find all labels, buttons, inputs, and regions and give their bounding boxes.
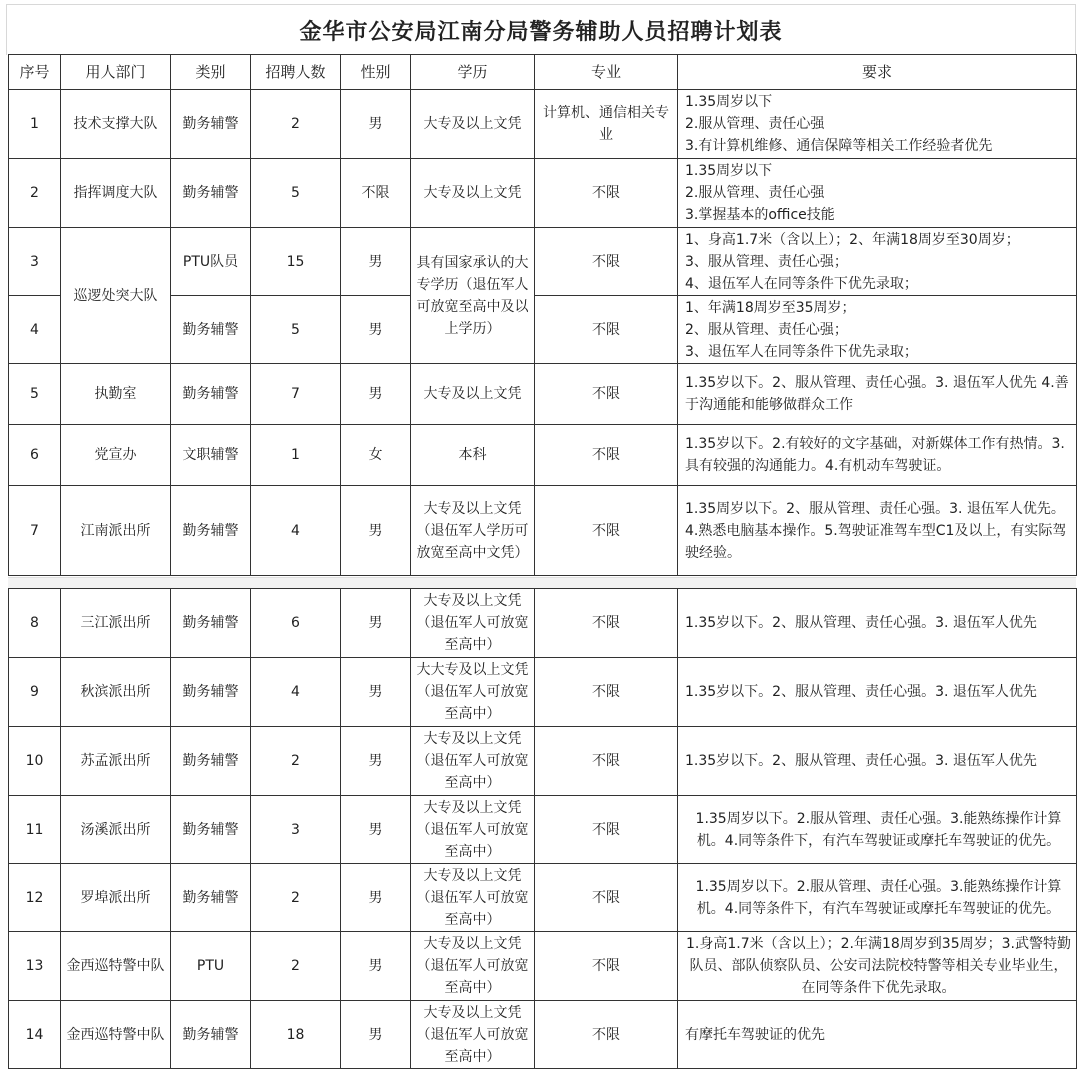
cell-no: 13 <box>9 932 61 1001</box>
cell-no: 9 <box>9 658 61 727</box>
table-row <box>9 727 1077 796</box>
table-row <box>9 658 1077 727</box>
cell-gender: 男 <box>341 796 411 864</box>
cell-req: 1、身高1.7米（含以上）；2、年满18周岁至30周岁； 3、服从管理、责任心强； 4、退伍军人在同等条件下优先录取； <box>678 228 1077 296</box>
cell-major: 不限 <box>535 589 678 658</box>
cell-gender: 女 <box>341 425 411 486</box>
cell-count: 5 <box>251 296 341 364</box>
cell-gender: 不限 <box>341 159 411 228</box>
header-req: 要求 <box>678 55 1077 90</box>
table-row <box>9 932 1077 1001</box>
cell-dept: 指挥调度大队 <box>61 159 171 228</box>
cell-count: 3 <box>251 796 341 864</box>
cell-edu: 具有国家承认的大专学历（退伍军人可放宽至高中及以上学历） <box>411 228 535 364</box>
cell-gender: 男 <box>341 364 411 425</box>
cell-edu: 大专及以上文凭 <box>411 364 535 425</box>
cell-req: 1.35岁以下。2、服从管理、责任心强。3. 退伍军人优先 <box>678 589 1077 658</box>
cell-req: 1.35周岁以下。2.服从管理、责任心强。3.能熟练操作计算机。4.同等条件下，有汽车驾驶证或摩托车驾驶证的优先。 <box>678 864 1077 932</box>
cell-gender: 男 <box>341 589 411 658</box>
cell-req: 1.35岁以下。2、服从管理、责任心强。3. 退伍军人优先 4.善于沟通能和能够做群众工作 <box>678 364 1077 425</box>
header-row <box>9 55 1077 90</box>
cell-count: 2 <box>251 90 341 159</box>
cell-count: 18 <box>251 1001 341 1069</box>
cell-edu: 大专及以上文凭（退伍军人可放宽至高中） <box>411 864 535 932</box>
cell-edu: 大专及以上文凭 <box>411 90 535 159</box>
cell-dept: 金西巡特警中队 <box>61 932 171 1001</box>
header-major: 专业 <box>535 55 678 90</box>
cell-dept: 江南派出所 <box>61 486 171 576</box>
cell-type: PTU队员 <box>171 228 251 296</box>
recruitment-table-part1 <box>8 54 1077 576</box>
table-row <box>9 90 1077 159</box>
cell-req: 有摩托车驾驶证的优先 <box>678 1001 1077 1069</box>
cell-dept: 执勤室 <box>61 364 171 425</box>
cell-no: 3 <box>9 228 61 296</box>
table-row <box>9 228 1077 296</box>
header-type: 类别 <box>171 55 251 90</box>
cell-dept: 巡逻处突大队 <box>61 228 171 364</box>
cell-major: 不限 <box>535 296 678 364</box>
cell-edu: 本科 <box>411 425 535 486</box>
cell-gender: 男 <box>341 658 411 727</box>
cell-type: 勤务辅警 <box>171 159 251 228</box>
cell-major: 不限 <box>535 228 678 296</box>
cell-major: 不限 <box>535 932 678 1001</box>
cell-count: 2 <box>251 727 341 796</box>
cell-type: 勤务辅警 <box>171 796 251 864</box>
cell-req: 1.35岁以下。2、服从管理、责任心强。3. 退伍军人优先 <box>678 727 1077 796</box>
cell-count: 1 <box>251 425 341 486</box>
cell-no: 10 <box>9 727 61 796</box>
cell-type: 文职辅警 <box>171 425 251 486</box>
table-row <box>9 1001 1077 1069</box>
header-count: 招聘人数 <box>251 55 341 90</box>
cell-type: 勤务辅警 <box>171 727 251 796</box>
cell-type: 勤务辅警 <box>171 364 251 425</box>
cell-no: 7 <box>9 486 61 576</box>
cell-dept: 党宣办 <box>61 425 171 486</box>
cell-dept: 秋滨派出所 <box>61 658 171 727</box>
cell-no: 8 <box>9 589 61 658</box>
cell-no: 12 <box>9 864 61 932</box>
cell-gender: 男 <box>341 228 411 296</box>
cell-req: 1.35周岁以下。2.服从管理、责任心强。3.能熟练操作计算机。4.同等条件下，有汽车驾驶证或摩托车驾驶证的优先。 <box>678 796 1077 864</box>
cell-dept: 苏孟派出所 <box>61 727 171 796</box>
cell-no: 5 <box>9 364 61 425</box>
cell-count: 15 <box>251 228 341 296</box>
cell-type: 勤务辅警 <box>171 864 251 932</box>
cell-major: 不限 <box>535 864 678 932</box>
recruitment-table-part2 <box>8 588 1077 1069</box>
table-row <box>9 159 1077 228</box>
header-dept: 用人部门 <box>61 55 171 90</box>
cell-dept: 三江派出所 <box>61 589 171 658</box>
table-row <box>9 364 1077 425</box>
cell-type: 勤务辅警 <box>171 1001 251 1069</box>
header-edu: 学历 <box>411 55 535 90</box>
cell-gender: 男 <box>341 90 411 159</box>
cell-major: 不限 <box>535 727 678 796</box>
table-row <box>9 425 1077 486</box>
cell-gender: 男 <box>341 932 411 1001</box>
cell-count: 2 <box>251 864 341 932</box>
header-no: 序号 <box>9 55 61 90</box>
cell-edu: 大专及以上文凭（退伍军人可放宽至高中） <box>411 589 535 658</box>
cell-req: 1.35岁以下。2.有较好的文字基础，对新媒体工作有热情。3.具有较强的沟通能力。4.有机动车驾驶证。 <box>678 425 1077 486</box>
cell-major: 计算机、通信相关专业 <box>535 90 678 159</box>
cell-edu: 大大专及以上文凭（退伍军人可放宽至高中） <box>411 658 535 727</box>
cell-major: 不限 <box>535 364 678 425</box>
cell-no: 14 <box>9 1001 61 1069</box>
cell-major: 不限 <box>535 486 678 576</box>
cell-type: 勤务辅警 <box>171 90 251 159</box>
cell-no: 6 <box>9 425 61 486</box>
cell-no: 2 <box>9 159 61 228</box>
cell-edu: 大专及以上文凭（退伍军人可放宽至高中） <box>411 932 535 1001</box>
cell-no: 11 <box>9 796 61 864</box>
table-row <box>9 589 1077 658</box>
cell-req: 1.35周岁以下 2.服从管理、责任心强 3.掌握基本的office技能 <box>678 159 1077 228</box>
cell-dept: 罗埠派出所 <box>61 864 171 932</box>
cell-gender: 男 <box>341 864 411 932</box>
cell-no: 4 <box>9 296 61 364</box>
cell-req: 1、年满18周岁至35周岁； 2、服从管理、责任心强； 3、退伍军人在同等条件下优先录取； <box>678 296 1077 364</box>
cell-type: 勤务辅警 <box>171 296 251 364</box>
cell-req: 1.35周岁以下 2.服从管理、责任心强 3.有计算机维修、通信保障等相关工作经验者优先 <box>678 90 1077 159</box>
header-gender: 性别 <box>341 55 411 90</box>
cell-edu: 大专及以上文凭（退伍军人学历可放宽至高中文凭） <box>411 486 535 576</box>
cell-gender: 男 <box>341 486 411 576</box>
cell-count: 4 <box>251 658 341 727</box>
cell-major: 不限 <box>535 159 678 228</box>
cell-gender: 男 <box>341 727 411 796</box>
title-box <box>6 4 1076 55</box>
cell-type: 勤务辅警 <box>171 658 251 727</box>
cell-major: 不限 <box>535 658 678 727</box>
cell-major: 不限 <box>535 425 678 486</box>
cell-req: 1.身高1.7米（含以上）；2.年满18周岁到35周岁；3.武警特勤队员、部队侦察队员、公安司法院校特警等相关专业毕业生，在同等条件下优先录取。 <box>678 932 1077 1001</box>
page-title: 金华市公安局江南分局警务辅助人员招聘计划表 <box>299 20 783 45</box>
cell-count: 4 <box>251 486 341 576</box>
cell-req: 1.35岁以下。2、服从管理、责任心强。3. 退伍军人优先 <box>678 658 1077 727</box>
cell-gender: 男 <box>341 1001 411 1069</box>
table-row <box>9 486 1077 576</box>
cell-count: 5 <box>251 159 341 228</box>
cell-type: PTU <box>171 932 251 1001</box>
cell-edu: 大专及以上文凭（退伍军人可放宽至高中） <box>411 796 535 864</box>
cell-type: 勤务辅警 <box>171 486 251 576</box>
cell-major: 不限 <box>535 796 678 864</box>
cell-edu: 大专及以上文凭 <box>411 159 535 228</box>
cell-edu: 大专及以上文凭（退伍军人可放宽至高中） <box>411 727 535 796</box>
cell-req: 1.35周岁以下。2、服从管理、责任心强。3. 退伍军人优先。4.熟悉电脑基本操作。5.驾驶证准驾车型C1及以上，有实际驾驶经验。 <box>678 486 1077 576</box>
cell-dept: 技术支撑大队 <box>61 90 171 159</box>
cell-no: 1 <box>9 90 61 159</box>
table-row <box>9 796 1077 864</box>
cell-count: 6 <box>251 589 341 658</box>
cell-count: 2 <box>251 932 341 1001</box>
cell-dept: 金西巡特警中队 <box>61 1001 171 1069</box>
cell-count: 7 <box>251 364 341 425</box>
cell-type: 勤务辅警 <box>171 589 251 658</box>
cell-gender: 男 <box>341 296 411 364</box>
cell-edu: 大专及以上文凭（退伍军人可放宽至高中） <box>411 1001 535 1069</box>
table-row <box>9 864 1077 932</box>
cell-major: 不限 <box>535 1001 678 1069</box>
cell-dept: 汤溪派出所 <box>61 796 171 864</box>
